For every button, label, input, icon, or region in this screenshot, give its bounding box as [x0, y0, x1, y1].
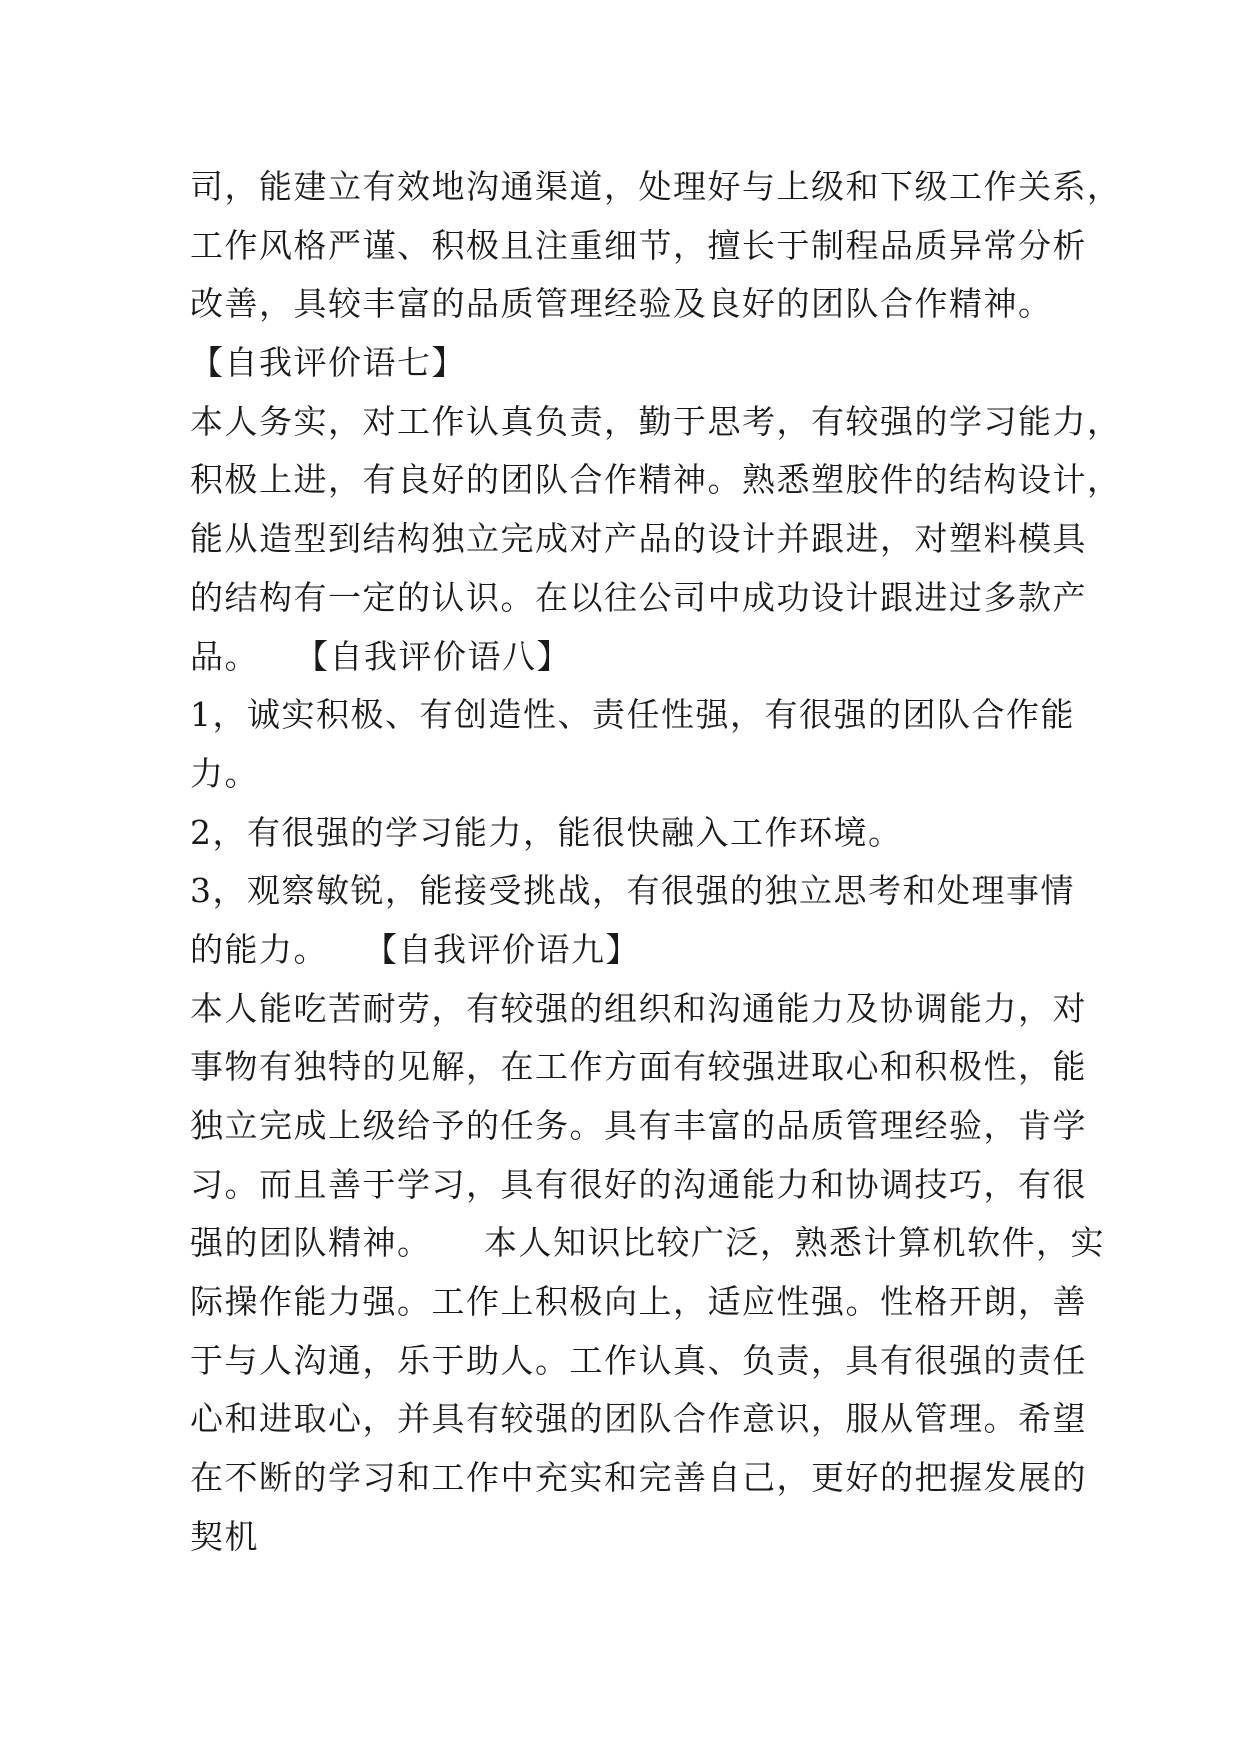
text-line: 积极上进，有良好的团队合作精神。熟悉塑胶件的结构设计， [190, 460, 1122, 500]
text-line: 能从造型到结构独立完成对产品的设计并跟进，对塑料模具 [190, 519, 1087, 559]
text-line: 事物有独特的见解，在工作方面有较强进取心和积极性，能 [190, 1047, 1087, 1087]
list-item: 1，诚实积极、有创造性、责任性强，有很强的团队合作能 [190, 695, 1075, 735]
list-item: 2，有很强的学习能力，能很快融入工作环境。 [190, 812, 903, 852]
text-line: 独立完成上级给予的任务。具有丰富的品质管理经验，肯学 [190, 1106, 1087, 1145]
text-line: 力。 [190, 753, 259, 793]
text-line: 于与人沟通，乐于助人。工作认真、负责，具有很强的责任 [190, 1340, 1087, 1380]
text-line: 契机 [190, 1516, 259, 1556]
text-line: 的能力。 【自我评价语九】 [190, 929, 640, 969]
text-line: 工作风格严谨、积极且注重细节，擅长于制程品质异常分析 [190, 225, 1087, 265]
text-line: 际操作能力强。工作上积极向上，适应性强。性格开朗，善 [190, 1282, 1087, 1322]
text-line: 本人务实，对工作认真负责，勤于思考，有较强的学习能力， [190, 401, 1122, 441]
text-line: 心和进取心，并具有较强的团队合作意识，服从管理。希望 [190, 1399, 1087, 1439]
text-line: 习。而且善于学习，具有很好的沟通能力和协调技巧，有很 [190, 1164, 1087, 1204]
text-line: 的结构有一定的认识。在以往公司中成功设计跟进过多款产 [190, 577, 1087, 617]
text-line: 品。 【自我评价语八】 [190, 636, 571, 676]
text-line: 在不断的学习和工作中充实和完善自己，更好的把握发展的 [190, 1458, 1087, 1498]
text-line: 改善，具较丰富的品质管理经验及良好的团队合作精神。 [190, 284, 1053, 324]
text-line: 司，能建立有效地沟通渠道，处理好与上级和下级工作关系， [190, 167, 1122, 206]
text-line: 强的团队精神。 本人知识比较广泛，熟悉计算机软件，实 [190, 1223, 1105, 1263]
list-item: 3，观察敏锐，能接受挑战，有很强的独立思考和处理事情 [190, 871, 1075, 911]
section-heading: 【自我评价语七】 [190, 343, 466, 383]
body-text [190, 158, 1122, 1567]
text-line: 本人能吃苦耐劳，有较强的组织和沟通能力及协调能力，对 [190, 988, 1087, 1028]
